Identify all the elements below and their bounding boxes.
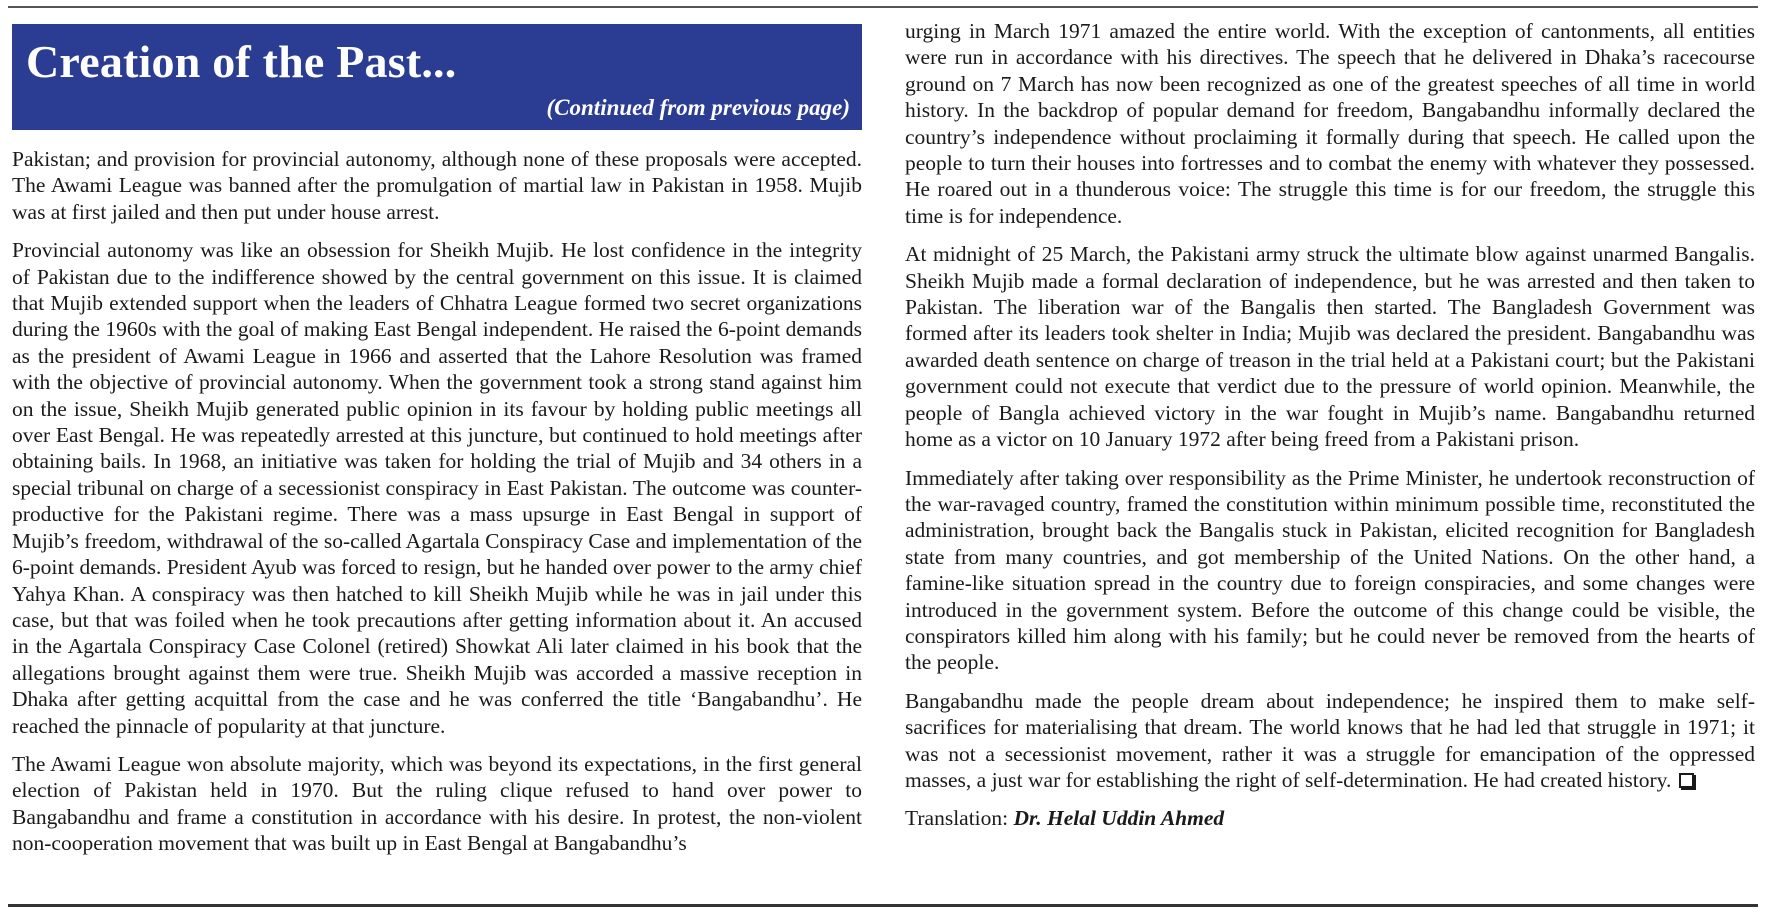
- paragraph: The Awami League won absolute majority, which was beyond its expectations, in the first general election of Pakistan held in 1970. But the ruling clique refused to hand over power to Bangabandhu and frame a constitution in accordance with his desire. In protest, the non-violent non-cooperation movement that was built up in East Bengal at Bangabandhu’s: [12, 751, 862, 856]
- top-rule: [8, 6, 1758, 8]
- paragraph: Pakistan; and provision for provincial autonomy, although none of these proposals were accepted. The Awami League was banned after the promulgation of martial law in Pakistan in 1958. Mujib was at first jailed and then put under house arrest.: [12, 147, 862, 224]
- translation-credit: [905, 805, 1755, 831]
- end-of-article-square-icon: [1679, 773, 1694, 788]
- article-header-banner: [12, 24, 862, 130]
- right-text-column: [905, 18, 1755, 902]
- translation-label: Translation:: [905, 806, 1009, 831]
- left-text-column: [12, 146, 862, 898]
- paragraph-text: Bangabandhu made the people dream about independence; he inspired them to make self-sacrifices for materialising that dream. The world knows that he had led that struggle in 1971; it was not a secessionist movement, rather it was a struggle for emancipation of the oppressed masses, a just war for establishing the right of self-determination. He had created history.: [905, 688, 1755, 792]
- translator-name: Dr. Helal Uddin Ahmed: [1013, 806, 1225, 831]
- paragraph: Provincial autonomy was like an obsession for Sheikh Mujib. He lost confidence in the integrity of Pakistan due to the indifference showed by the central government on this issue. It is claimed that Mujib extended support when the leaders of Chhatra League formed two secret organizations during the 1960s with the goal of making East Bengal independent. He raised the 6-point demands as the president of Awami League in 1966 and asserted that the Lahore Resolution was framed with the objective of provincial autonomy. When the government took a strong stand against him on the issue, Sheikh Mujib generated public opinion in its favour by holding public meetings all over East Bengal. He was repeatedly arrested at this juncture, but continued to hold meetings after obtaining bails. In 1968, an initiative was taken for holding the trial of Mujib and 34 others in a special tribunal on charge of a secessionist conspiracy in East Pakistan. The outcome was counter-productive for the Pakistani regime. There was a mass upsurge in East Bengal in support of Mujib’s freedom, withdrawal of the so-called Agartala Conspiracy Case and implementation of the 6-point demands. President Ayub was forced to resign, but he handed over power to the army chief Yahya Khan. A conspiracy was then hatched to kill Sheikh Mujib while he was in jail under this case, but that was foiled when he took precautions after getting information about it. An accused in the Agartala Conspiracy Case Colonel (retired) Showkat Ali later claimed in his book that the allegations brought against them were true. Sheikh Mujib was accorded a massive reception in Dhaka after getting acquittal from the case and he was conferred the title ‘Bangabandhu’. He reached the pinnacle of popularity at that juncture.: [12, 238, 862, 738]
- continued-note: (Continued from previous page): [546, 95, 850, 121]
- paragraph: At midnight of 25 March, the Pakistani army struck the ultimate blow against unarmed Bangalis. Sheikh Mujib made a formal declaration of independence, but he was arrested and then taken to Pakistan. The liberation war of the Bangalis then started. The Bangladesh Government was formed after its leaders took shelter in India; Mujib was declared the president. Bangabandhu was awarded death sentence on charge of treason in the trial held at a Pakistani court; but the Pakistani government could not execute that verdict due to the pressure of world opinion. Meanwhile, the people of Bangla achieved victory in the war fought in Mujib’s name. Bangabandhu returned home as a victor on 10 January 1972 after being freed from a Pakistani prison.: [905, 242, 1755, 452]
- final-paragraph: [905, 688, 1755, 794]
- bottom-rule: [8, 904, 1758, 907]
- article-title: Creation of the Past...: [26, 36, 457, 87]
- paragraph: urging in March 1971 amazed the entire world. With the exception of cantonments, all entities were run in accordance with his directives. The speech that he delivered in Dhaka’s racecourse ground on 7 March has now been recognized as one of the greatest speeches of all time in world history. In the backdrop of popular demand for freedom, Bangabandhu informally declared the country’s independence without proclaiming it formally during that speech. He called upon the people to turn their houses into fortresses and to combat the enemy with whatever they possessed. He roared out in a thunderous voice: The struggle this time is for our freedom, the struggle this time is for independence.: [905, 19, 1755, 228]
- paragraph: Immediately after taking over responsibility as the Prime Minister, he undertook reconstruction of the war-ravaged country, framed the constitution within minimum possible time, reconstituted the administration, brought back the Bangalis stuck in Pakistan, elicited recognition for Bangladesh state from many countries, and got membership of the United Nations. On the other hand, a famine-like situation spread in the country due to foreign conspiracies, and some changes were introduced in the government system. Before the outcome of this change could be visible, the conspirators killed him along with his family; but he could never be removed from the hearts of the people.: [905, 465, 1755, 675]
